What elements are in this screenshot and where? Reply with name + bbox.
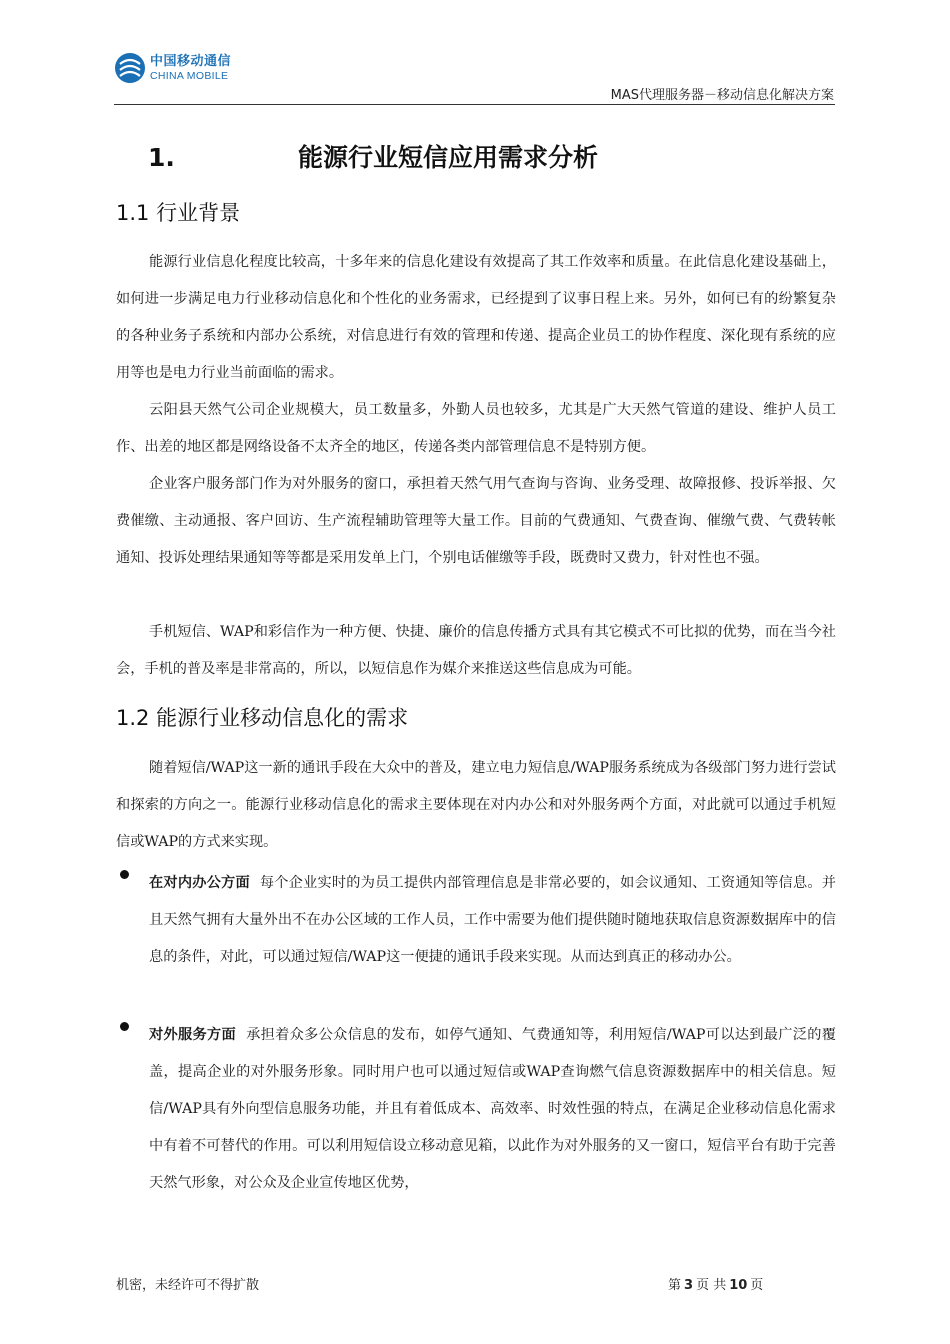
section-1-heading (148, 138, 848, 174)
list-item-text: 承担着众多公众信息的发布，如停气通知、气费通知等，利用短信/WAP可以达到最广泛的覆盖，提高企业的对外服务形象。同时用户也可以通过短信或WAP查询燃气信息资源数据库中的相关信息。短信/WAP具有外向型信息服务功能，并且有着低成本、高效率、时效性强的特点，在满足企业移动信息化需求中有着不可替代的作用。可以利用短信设立移动意见箱，以此作为对外服务的又一窗口，短信平台有助于完善天然气形象，对公众及企业宣传地区优势， (149, 1027, 836, 1191)
paragraph: 云阳县天然气公司企业规模大，员工数量多，外勤人员也较多，尤其是广大天然气管道的建设、维护人员工作、出差的地区都是网络设备不太齐全的地区，传递各类内部管理信息不是特别方便。 (116, 402, 836, 455)
document-header-title: MAS代理服务器－移动信息化解决方案 (610, 88, 834, 103)
page-prefix: 第 (668, 1278, 682, 1293)
list-item-lead: 在对内办公方面 (149, 875, 250, 891)
logo-chinese-text: 中国移动通信 (150, 53, 232, 69)
paragraph: 随着短信/WAP这一新的通讯手段在大众中的普及，建立电力短信息/WAP服务系统成为各级部门努力进行尝试和探索的方向之一。能源行业移动信息化的需求主要体现在对内办公和对外服务两个方面，对此就可以通过手机短信或WAP的方式来实现。 (116, 760, 836, 850)
bullet-icon (120, 870, 129, 879)
paragraph: 企业客户服务部门作为对外服务的窗口，承担着天然气用气查询与咨询、业务受理、故障报修、投诉举报、欠费催缴、主动通报、客户回访、生产流程辅助管理等大量工作。目前的气费通知、气费查询、催缴气费、气费转帐通知、投诉处理结果通知等等都是采用发单上门，个别电话催缴等手段，既费时又费力，针对性也不强。 (116, 476, 836, 566)
list-item-text: 每个企业实时的为员工提供内部管理信息是非常必要的，如会议通知、工资通知等信息。并且天然气拥有大量外出不在办公区域的工作人员，工作中需要为他们提供随时随地获取信息资源数据库中的信息的条件，对此，可以通过短信/WAP这一便捷的通讯手段来实现。从而达到真正的移动办公。 (149, 875, 836, 965)
paragraph: 手机短信、WAP和彩信作为一种方便、快捷、廉价的信息传播方式具有其它模式不可比拟的优势，而在当今社会，手机的普及率是非常高的，所以，以短信息作为媒介来推送这些信息成为可能。 (116, 624, 836, 677)
confidential-notice: 机密，未经许可不得扩散 (116, 1278, 260, 1293)
china-mobile-logo (114, 52, 231, 84)
china-mobile-logo-icon (114, 52, 146, 84)
page-number (668, 1274, 763, 1293)
section-1-number: 1. (148, 143, 175, 172)
header-divider (114, 104, 835, 105)
list-item (116, 865, 836, 976)
section-1-title: 能源行业短信应用需求分析 (298, 143, 599, 172)
bullet-icon (120, 1022, 129, 1031)
page-current: 3 (684, 1278, 694, 1293)
list-item-lead: 对外服务方面 (149, 1027, 237, 1043)
page-total: 10 (729, 1278, 748, 1293)
page-suffix: 页 (750, 1278, 764, 1293)
paragraph: 能源行业信息化程度比较高，十多年来的信息化建设有效提高了其工作效率和质量。在此信息化建设基础上，如何进一步满足电力行业移动信息化和个性化的业务需求，已经提到了议事日程上来。另外，如何已有的纷繁复杂的各种业务子系统和内部办公系统，对信息进行有效的管理和传递、提高企业员工的协作程度、深化现有系统的应用等也是电力行业当前面临的需求。 (116, 254, 836, 381)
section-1-1-heading: 1.1 行业背景 (116, 201, 241, 225)
section-1-2-heading: 1.2 能源行业移动信息化的需求 (116, 706, 409, 730)
logo-english-text: CHINA MOBILE (150, 69, 229, 82)
list-item (116, 1017, 836, 1202)
page-mid: 页 共 (696, 1278, 727, 1293)
